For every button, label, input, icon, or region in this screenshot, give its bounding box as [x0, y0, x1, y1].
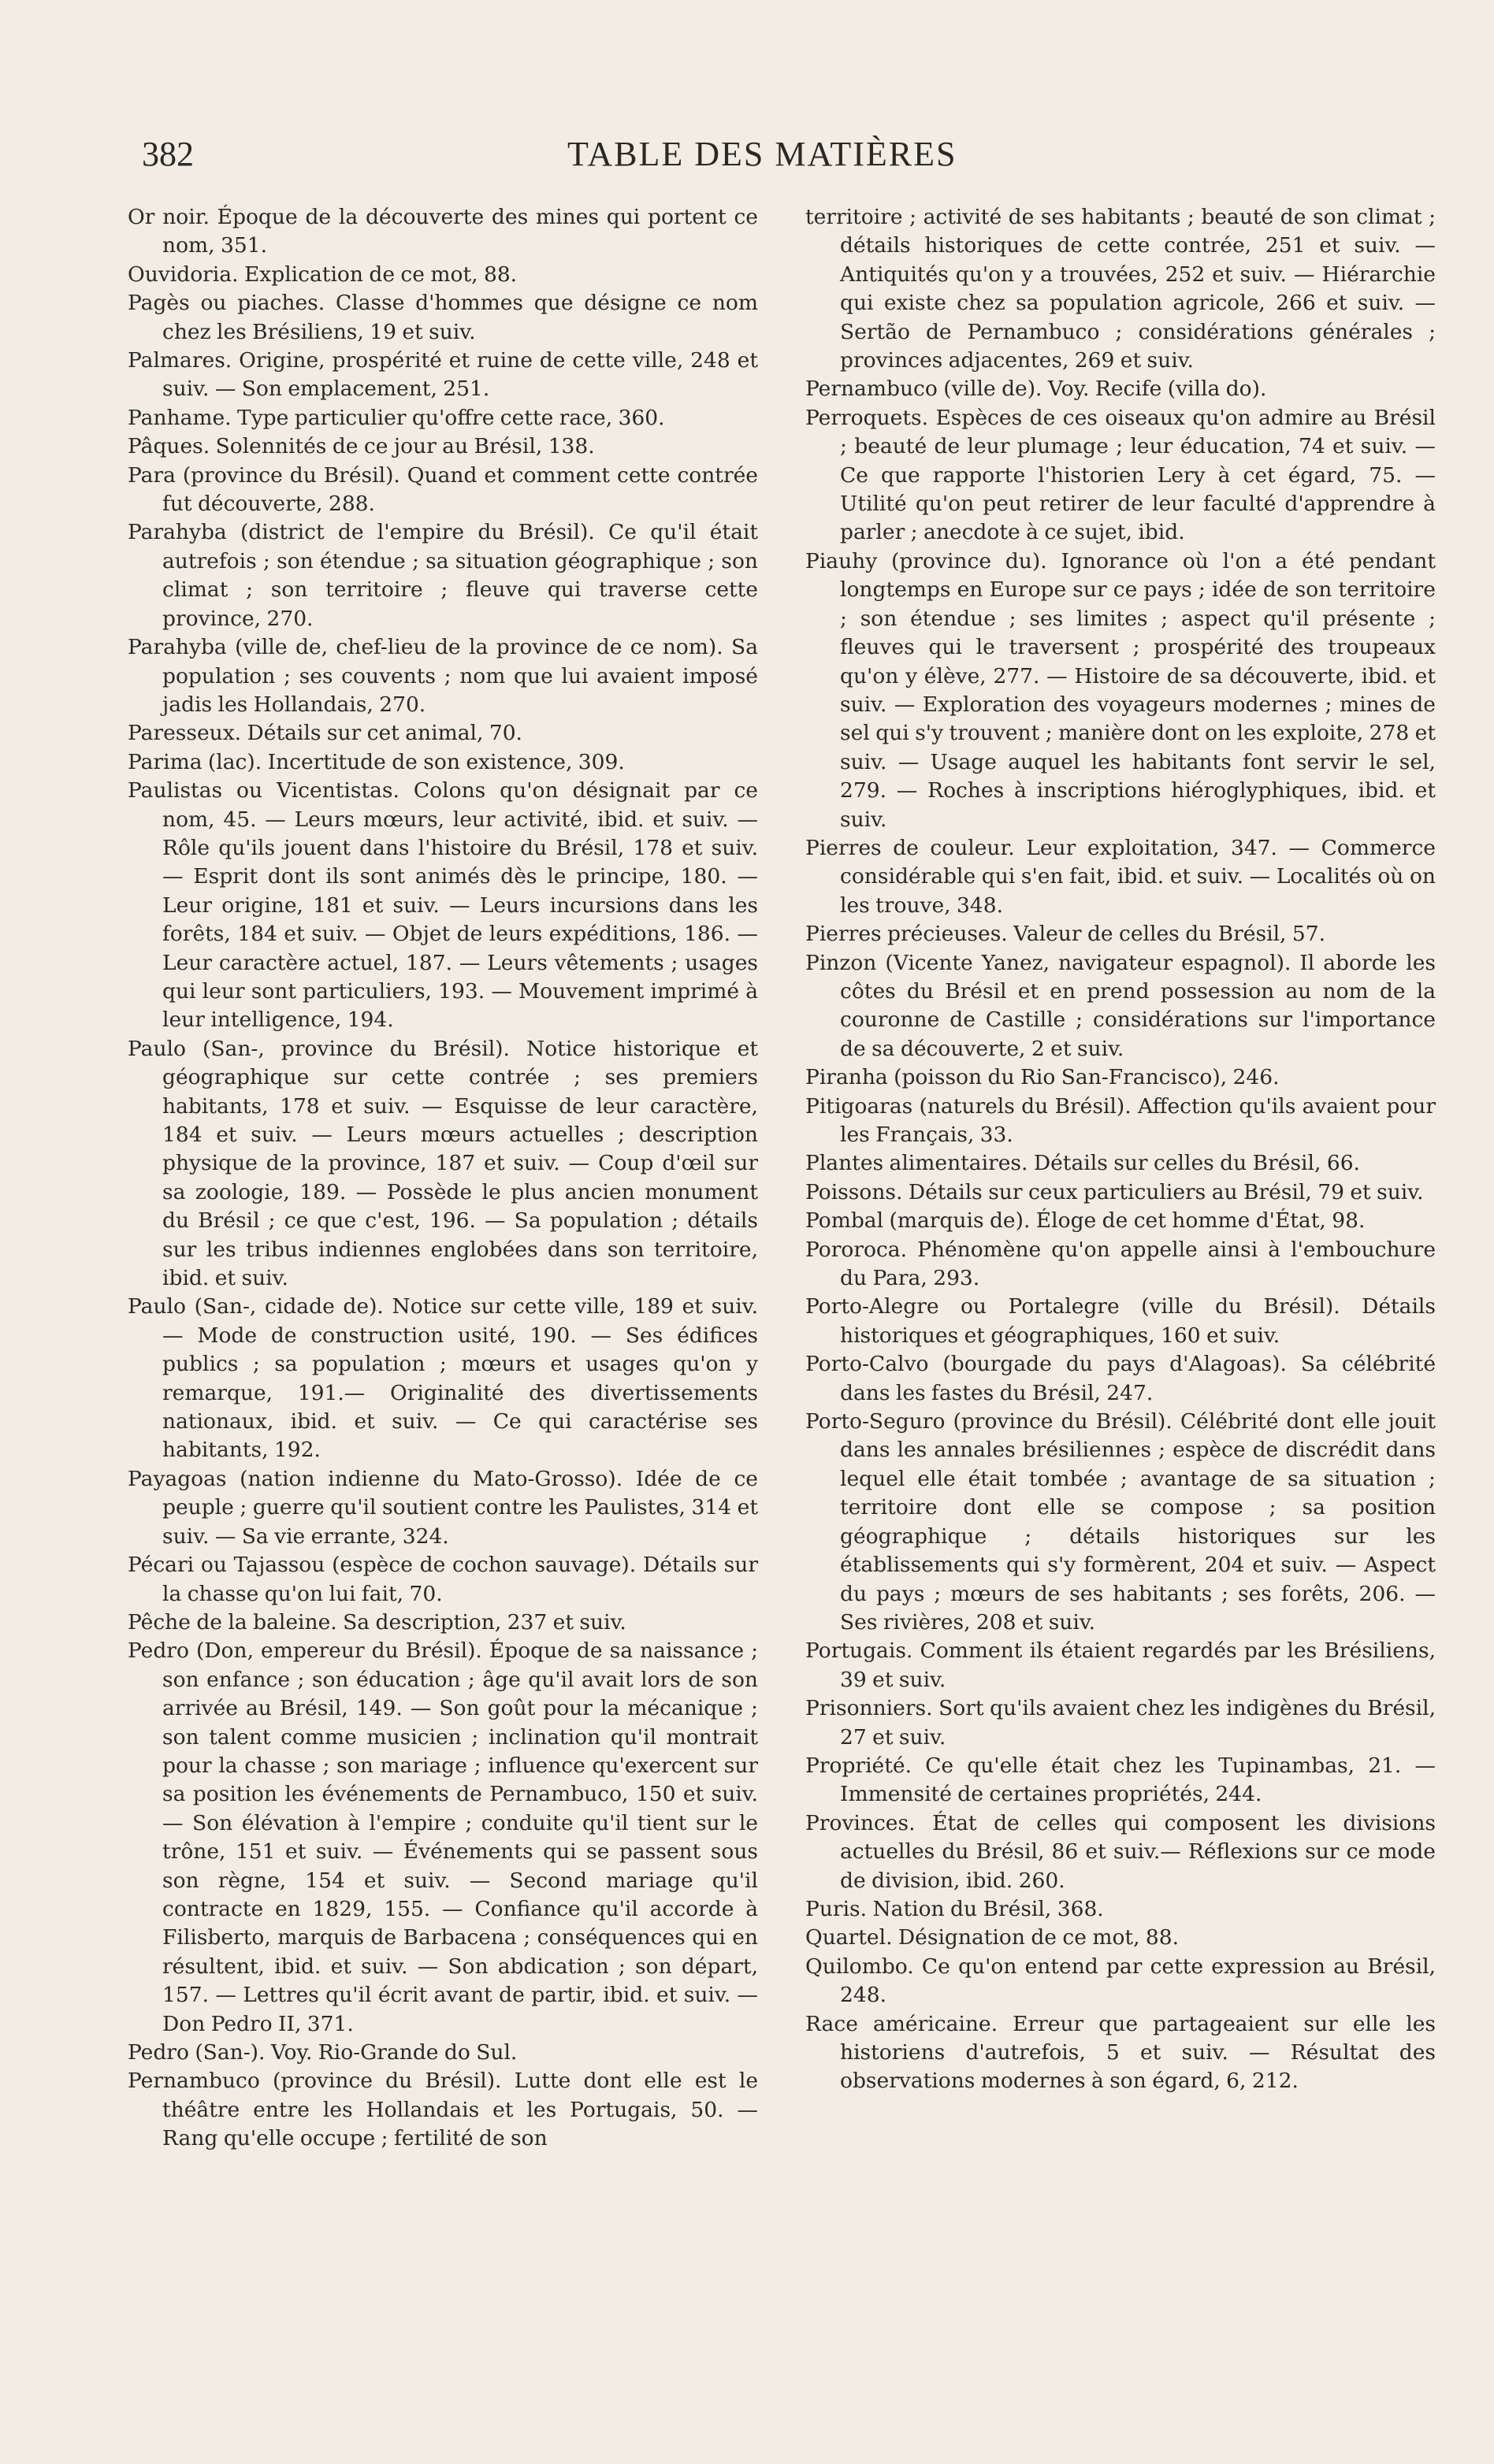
page-header: [142, 134, 1024, 181]
index-entry: Porto-Calvo (bourgade du pays d'Alagoas). Sa célébrité dans les fastes du Brésil, 247.: [805, 1352, 1436, 1405]
index-column-left: [128, 203, 758, 2154]
index-entry: Porto-Alegre ou Portalegre (ville du Brésil). Détails historiques et géographiques, 160 et suiv.: [805, 1294, 1436, 1348]
index-entry: Prisonniers. Sort qu'ils avaient chez les indigènes du Brésil, 27 et suiv.: [805, 1696, 1436, 1750]
index-entry: Quartel. Désignation de ce mot, 88.: [805, 1925, 1180, 1950]
index-entry: Pedro (San-). Voy. Rio-Grande do Sul.: [128, 2040, 518, 2065]
index-entry: Pitigoaras (naturels du Brésil). Affection qu'ils avaient pour les Français, 33.: [805, 1093, 1436, 1147]
index-entry: Provinces. État de celles qui composent les divisions actuelles du Brésil, 86 et suiv.— Réflexions sur ce mode de division, ibid. 260.: [805, 1810, 1436, 1893]
index-entry: Piranha (poisson du Rio San-Francisco), 246.: [805, 1065, 1280, 1090]
index-entry: Paulo (San-, cidade de). Notice sur cette ville, 189 et suiv. — Mode de construction usité, 190. — Ses édifices publics ; sa population ; mœurs et usages qu'on y remarque, 191.— Originalité des divertissements nationaux, ibid. et suiv. — Ce qui caractérise ses habitants, 192.: [128, 1294, 758, 1463]
index-entry: Pêche de la baleine. Sa description, 237 et suiv.: [128, 1609, 626, 1635]
index-entry: Palmares. Origine, prospérité et ruine de cette ville, 248 et suiv. — Son emplacement, 251.: [128, 348, 758, 402]
index-column-right: [805, 203, 1436, 2096]
index-entry: Parima (lac). Incertitude de son existence, 309.: [128, 749, 625, 774]
index-entry: Pernambuco (ville de). Voy. Recife (villa do).: [805, 377, 1267, 402]
index-entry: Porto-Seguro (province du Brésil). Célébrité dont elle jouit dans les annales brésiliennes ; espèce de discrédit dans lequel elle était tombée ; avantage de sa situation ; territoire dont elle se compose ; sa position géographique ; détails historiques sur les établissements qui s'y formèrent, 204 et suiv. — Aspect du pays ; mœurs de ses habitants ; ses forêts, 206. — Ses rivières, 208 et suiv.: [805, 1409, 1436, 1635]
index-entry: Pierres de couleur. Leur exploitation, 347. — Commerce considérable qui s'en fait, ibid. et suiv. — Localités où on les trouve, 348.: [805, 835, 1436, 918]
page-number: 382: [142, 135, 194, 173]
index-entry: Parahyba (ville de, chef-lieu de la province de ce nom). Sa population ; ses couvents ; nom que lui avaient imposé jadis les Hollandais, 270.: [128, 635, 758, 717]
index-entry: Or noir. Époque de la découverte des mines qui portent ce nom, 351.: [128, 205, 758, 258]
index-entry: Pécari ou Tajassou (espèce de cochon sauvage). Détails sur la chasse qu'on lui fait, 70.: [128, 1553, 758, 1606]
index-entry: Pernambuco (province du Brésil). Lutte dont elle est le théâtre entre les Hollandais et les Portugais, 50. — Rang qu'elle occupe ; fertilité de son: [128, 2069, 758, 2151]
running-title: TABLE DES MATIÈRES: [567, 135, 957, 173]
index-entry: Paulo (San-, province du Brésil). Notice historique et géographique sur cette contrée ; ses premiers habitants, 178 et suiv. — Esquisse de leur caractère, 184 et suiv. — Leurs mœurs actuelles ; description physique de la province, 187 et suiv. — Coup d'œil sur sa zoologie, 189. — Possède le plus ancien monument du Brésil ; ce que c'est, 196. — Sa population ; détails sur les tribus indiennes englobées dans son territoire, ibid. et suiv.: [128, 1036, 758, 1291]
index-entry: Plantes alimentaires. Détails sur celles du Brésil, 66.: [805, 1151, 1360, 1176]
index-entry: Parahyba (district de l'empire du Brésil). Ce qu'il était autrefois ; son étendue ; sa situation géographique ; son climat ; son territoire ; fleuve qui traverse cette province, 270.: [128, 520, 758, 631]
index-entry: Portugais. Comment ils étaient regardés par les Brésiliens, 39 et suiv.: [805, 1638, 1436, 1692]
index-entry: territoire ; activité de ses habitants ; beauté de son climat ; détails historiques de cette contrée, 251 et suiv. — Antiquités qu'on y a trouvées, 252 et suiv. — Hiérarchie qui existe chez sa population agricole, 266 et suiv. — Sertão de Pernambuco ; considérations générales ; provinces adjacentes, 269 et suiv.: [805, 205, 1436, 373]
index-entry: Payagoas (nation indienne du Mato-Grosso). Idée de ce peuple ; guerre qu'il soutient contre les Paulistes, 314 et suiv. — Sa vie errante, 324.: [128, 1466, 758, 1549]
index-entry: Propriété. Ce qu'elle était chez les Tupinambas, 21. — Immensité de certaines propriétés, 244.: [805, 1753, 1436, 1807]
index-entry: Quilombo. Ce qu'on entend par cette expression au Brésil, 248.: [805, 1954, 1436, 2008]
index-entry: Pedro (Don, empereur du Brésil). Époque de sa naissance ; son enfance ; son éducation ; âge qu'il avait lors de son arrivée au Brésil, 149. — Son goût pour la mécanique ; son talent comme musicien ; inclination qu'il montrait pour la chasse ; son mariage ; influence qu'exercent sur sa position les événements de Pernambuco, 150 et suiv. — Son élévation à l'empire ; conduite qu'il tient sur le trône, 151 et suiv. — Événements qui se passent sous son règne, 154 et suiv. — Second mariage qu'il contracte en 1829, 155. — Confiance qu'il accorde à Filisberto, marquis de Barbacena ; conséquences qui en résultent, ibid. et suiv. — Son abdication ; son départ, 157. — Lettres qu'il écrit avant de partir, ibid. et suiv. — Don Pedro II, 371.: [128, 1638, 758, 2036]
index-entry: Pierres précieuses. Valeur de celles du Brésil, 57.: [805, 922, 1326, 947]
index-entry: Piauhy (province du). Ignorance où l'on a été pendant longtemps en Europe sur ce pays ; idée de son territoire ; son étendue ; ses limites ; aspect qu'il présente ; fleuves qui le traversent ; prospérité des troupeaux qu'on y élève, 277. — Histoire de sa découverte, ibid. et suiv. — Exploration des voyageurs modernes ; mines de sel qui s'y trouvent ; manière dont on les exploite, 278 et suiv. — Usage auquel les habitants font servir le sel, 279. — Roches à inscriptions hiéroglyphiques, ibid. et suiv.: [805, 548, 1436, 832]
index-entry: Panhame. Type particulier qu'offre cette race, 360.: [128, 405, 665, 430]
index-entry: Pâques. Solennités de ce jour au Brésil, 138.: [128, 434, 595, 459]
index-entry: Para (province du Brésil). Quand et comment cette contrée fut découverte, 288.: [128, 462, 758, 517]
index-entry: Paresseux. Détails sur cet animal, 70.: [128, 721, 522, 746]
index-entry: Pombal (marquis de). Éloge de cet homme d'État, 98.: [805, 1208, 1366, 1234]
index-entry: Pagès ou piaches. Classe d'hommes que désigne ce nom chez les Brésiliens, 19 et suiv.: [128, 291, 758, 344]
index-entry: Paulistas ou Vicentistas. Colons qu'on désignait par ce nom, 45. — Leurs mœurs, leur activité, ibid. et suiv. — Rôle qu'ils jouent dans l'histoire du Brésil, 178 et suiv. — Esprit dont ils sont animés dès le principe, 180. — Leur origine, 181 et suiv. — Leurs incursions dans les forêts, 184 et suiv. — Objet de leurs expéditions, 186. — Leur caractère actuel, 187. — Leurs vêtements ; usages qui leur sont particuliers, 193. — Mouvement imprimé à leur intelligence, 194.: [128, 778, 758, 1033]
index-entry: Pinzon (Vicente Yanez, navigateur espagnol). Il aborde les côtes du Brésil et en prend possession au nom de la couronne de Castille ; considérations sur l'importance de sa découverte, 2 et suiv.: [805, 950, 1436, 1061]
index-entry: Poissons. Détails sur ceux particuliers au Brésil, 79 et suiv.: [805, 1179, 1424, 1204]
index-entry: Race américaine. Erreur que partageaient sur elle les historiens d'autrefois, 5 et suiv. — Résultat des observations modernes à son égard, 6, 212.: [805, 2011, 1436, 2094]
index-entry: Perroquets. Espèces de ces oiseaux qu'on admire au Brésil ; beauté de leur plumage ; leur éducation, 74 et suiv. — Ce que rapporte l'historien Lery à cet égard, 75. — Utilité qu'on peut retirer de leur faculté d'apprendre à parler ; anecdote à ce sujet, ibid.: [805, 405, 1436, 545]
index-entry: Ouvidoria. Explication de ce mot, 88.: [128, 262, 518, 287]
index-entry: Pororoca. Phénomène qu'on appelle ainsi à l'embouchure du Para, 293.: [805, 1237, 1436, 1291]
index-entry: Puris. Nation du Brésil, 368.: [805, 1896, 1104, 1921]
